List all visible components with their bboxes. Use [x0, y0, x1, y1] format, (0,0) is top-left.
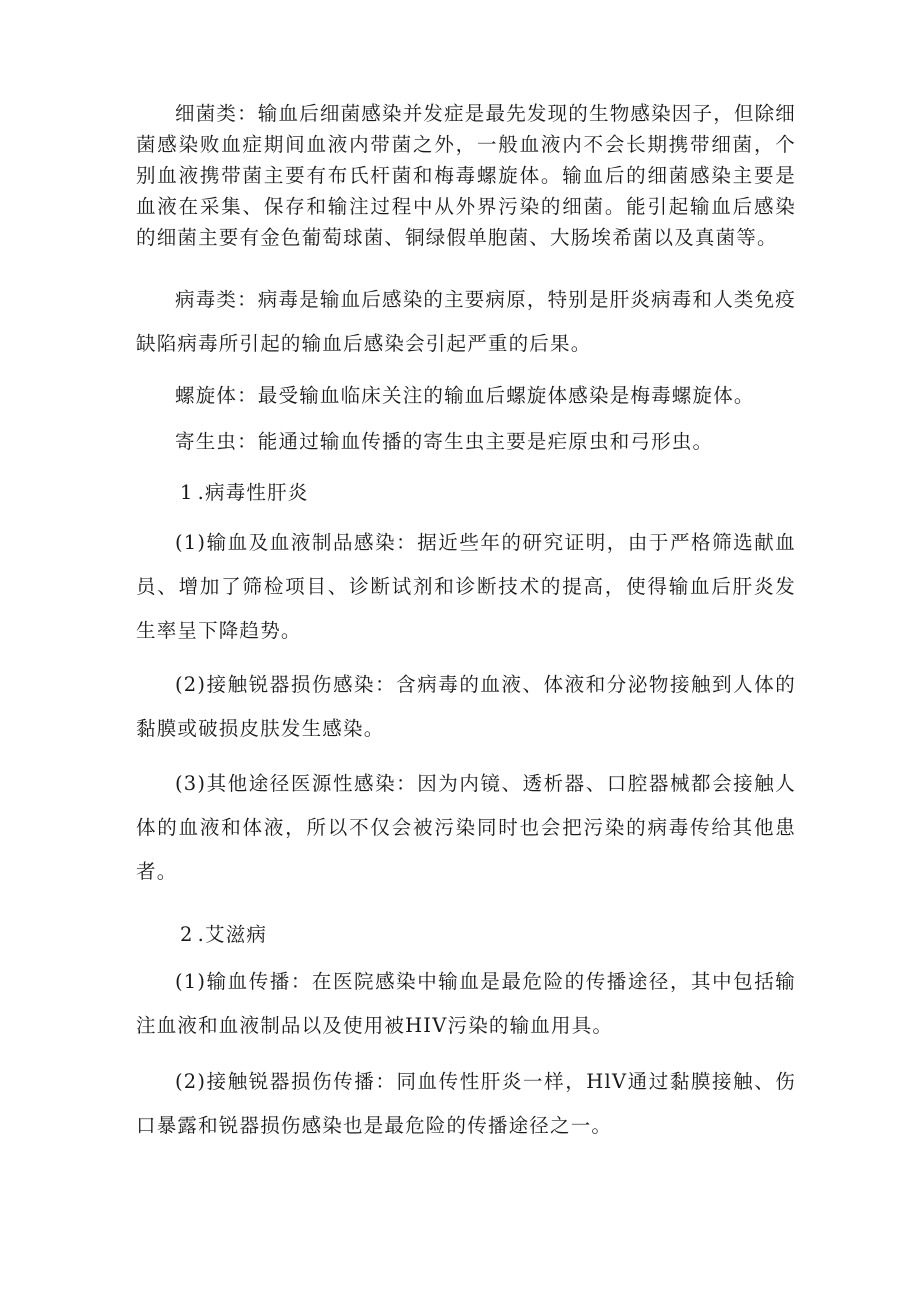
- paragraph-parasite: 寄生虫：能通过输血传播的寄生虫主要是疟原虫和弓形虫。: [175, 430, 714, 453]
- paragraph-spirochete: 螺旋体：最受输血临床关注的输血后螺旋体感染是梅毒螺旋体。: [175, 384, 755, 407]
- section-heading-aids: [180, 920, 267, 950]
- section-title: .病毒性肝炎: [197, 481, 309, 504]
- aids-item-1: (1)输血传播：在医院感染中输血是最危险的传播途径，其中包括输注血液和血液制品以及使用被HIV污染的输血用具。: [136, 970, 796, 1037]
- section-number: 2: [180, 923, 194, 946]
- paragraph-bacteria: 细菌类：输血后细菌感染并发症是最先发现的生物感染因子，但除细菌感染败血症期间血液内带菌之外，一般血液内不会长期携带细菌，个别血液携带菌主要有布氏杆菌和梅毒螺旋体。输血后的细菌感染主要是血液在采集、保存和输注过程中从外界污染的细菌。能引起输血后感染的细菌主要有金色葡萄球菌、铜绿假单胞菌、大肠埃希菌以及真菌等。: [136, 102, 797, 249]
- section-number: 1: [180, 481, 194, 504]
- section-title: .艾滋病: [197, 923, 268, 946]
- paragraph-virus: 病毒类：病毒是输血后感染的主要病原，特别是肝炎病毒和人类免疫缺陷病毒所引起的输血后感染会引起严重的后果。: [136, 288, 797, 355]
- hepatitis-item-1: (1)输血及血液制品感染：据近些年的研究证明，由于严格筛选献血员、增加了筛检项目、诊断试剂和诊断技术的提高，使得输血后肝炎发生率呈下降趋势。: [136, 531, 796, 642]
- section-heading-hepatitis: [180, 478, 309, 508]
- aids-item-2: (2)接触锐器损伤传播：同血传性肝炎一样，HlV通过黏膜接触、伤口暴露和锐器损伤感染也是最危险的传播途径之一。: [136, 1070, 796, 1137]
- hepatitis-item-2: (2)接触锐器损伤感染：含病毒的血液、体液和分泌物接触到人体的黏膜或破损皮肤发生感染。: [136, 673, 796, 740]
- hepatitis-item-3: (3)其他途径医源性感染：因为内镜、透析器、口腔器械都会接触人体的血液和体液，所以不仅会被污染同时也会把污染的病毒传给其他患者。: [136, 772, 796, 883]
